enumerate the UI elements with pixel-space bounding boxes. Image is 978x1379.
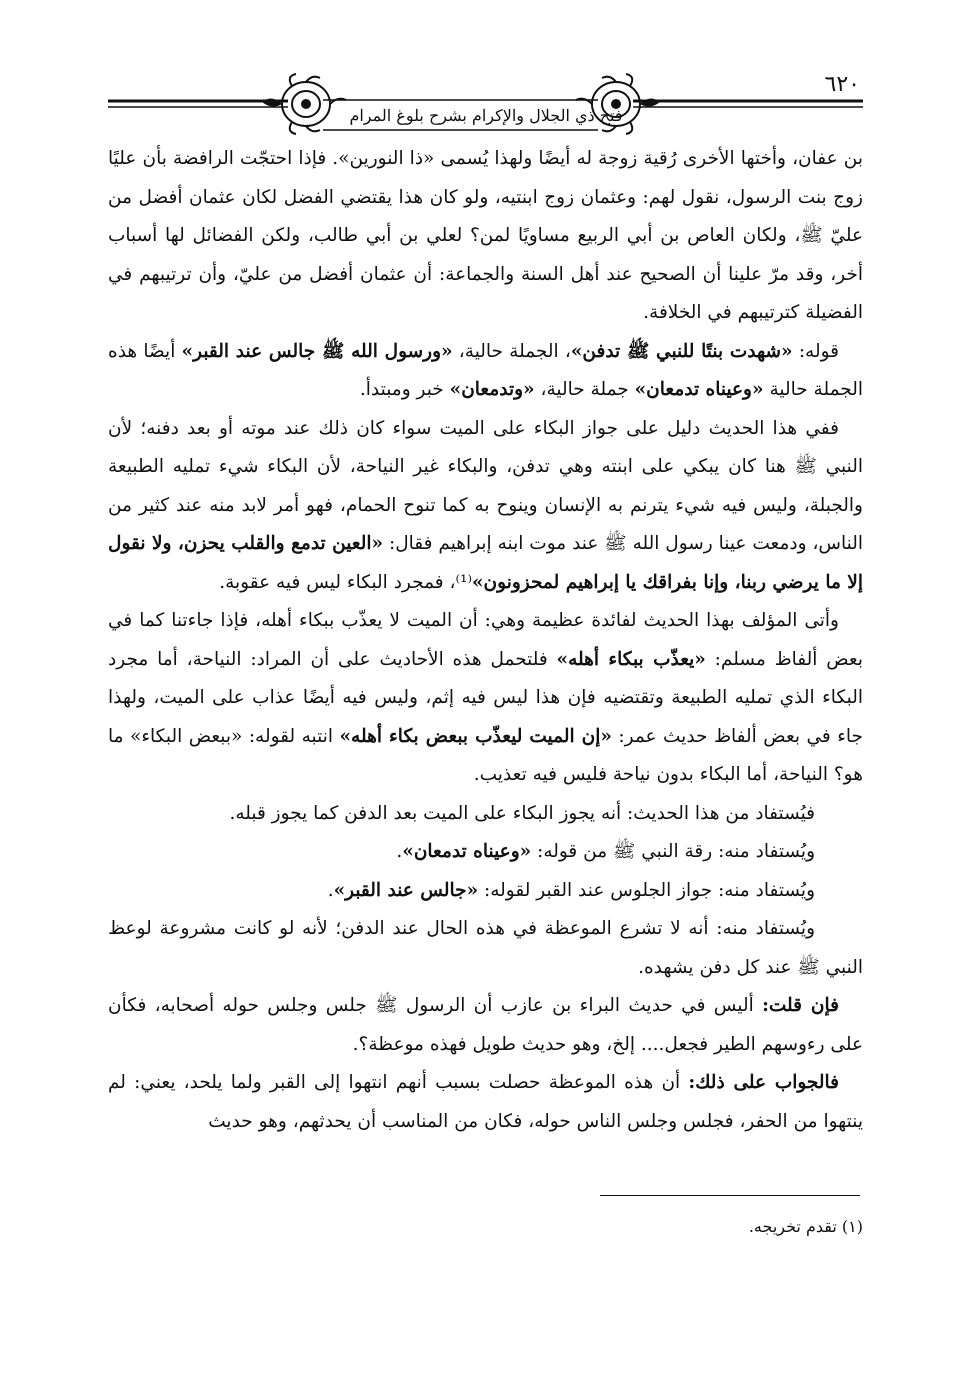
text-segment: ⁽¹⁾، فمجرد البكاء ليس فيه عقوبة. [219,571,472,593]
text-segment: أن هذه الموعظة حصلت بسبب أنهم انتهوا إلى القبر ولما يلحد، يعني: لم ينتهوا من الحفر، فجلس وجلس الناس حوله، فكان من المناسب أن يحدثهم، وهو حديث [108,1072,863,1132]
bold-text-segment: «وعيناه تدمعان» [402,841,532,862]
text-segment: فلتحمل هذه الأحاديث على أن المراد: النياحة، أما مجرد البكاء الذي تمليه الطبيعة وتقتضيه فإن هذا ليس فيه إثم، وليس فيه أيضًا عذاب على الميت، ولهذا جاء في بعض ألفاظ حديث عمر: [108,648,863,747]
text-segment: أليس في حديث البراء بن عازب أن الرسول ﷺ جلس وجلس حوله أصحابه، فكأن على رءوسهم الطير فجعل.... إلخ، وهو حديث طويل فهذه موعظة؟. [108,995,863,1055]
header-ornament [108,68,863,140]
bold-text-segment: «ورسول الله ﷺ جالس عند القبر» [181,340,453,362]
text-segment: ففي هذا الحديث دليل على جواز البكاء على الميت سواء كان ذلك عند موته أو بعد دفنه؛ لأن النبي ﷺ هنا كان يبكي على ابنته وهي تدفن، والبكاء غير النياحة، لأن البكاء شيء تمليه الطبيعة والجبلة، وليس فيه شيء يترنم به الإنسان وينوح به كما تنوح الحمام، فهو أمر لابد منه عند كثير من الناس، ودمعت عينا رسول الله ﷺ عند موت ابنه إبراهيم فقال: [108,417,864,554]
paragraph [108,140,863,333]
text-segment: قوله: [792,340,840,362]
bold-text-segment: «شهدت بنتًا للنبي ﷺ تدفن» [570,340,793,362]
footnote: (١) تقدم تخريجه. [748,1217,863,1236]
paragraph [108,872,863,911]
text-segment: ويُستفاد منه: جواز الجلوس عند القبر لقوله: [478,879,815,901]
bold-text-segment: فإن قلت: [762,995,839,1016]
text-segment: ، الجملة حالية، [452,340,571,362]
text-segment: انتبه لقوله: «ببعض البكاء» ما هو؟ النياحة، أما البكاء بدون نياحة فليس فيه تعذيب. [108,725,863,785]
paragraph [108,833,863,872]
book-title: فتح ذي الجلال والإكرام بشرح بلوغ المرام [349,106,623,125]
text-segment: خبر ومبتدأ. [359,379,450,400]
right-ornament-icon [576,74,660,134]
text-segment: أيضًا هذه الجملة حالية [108,340,863,400]
bold-text-segment: «العين تدمع والقلب يحزن، ولا نقول إلا ما يرضي ربنا، وإنا بفراقك يا إبراهيم لمحزونون» [108,533,863,593]
bold-text-segment: «وتدمعان» [449,379,535,400]
text-segment: بن عفان، وأختها الأخرى رُقية زوجة له أيضًا ولهذا يُسمى «ذا النورين». فإذا احتجّت الرافضة بأن عليًا زوج بنت الرسول، نقول لهم: وعثمان زوج ابنتيه، ولو كان هذا يقتضي الفضل لكان عثمان أفضل من عليّ ﷺ، ولكان العاص بن أبي الربيع مساويًا لمن؟ لعلي بن أبي طالب، ولكن الفضائل لها أسباب أخر، وقد مرّ علينا أن الصحيح عند أهل السنة والجماعة: أن عثمان أفضل من عليّ، وأن ترتيبهم في الفضيلة كترتيبهم في الخلافة. [108,148,863,323]
text-segment: جملة حالية، [534,379,635,400]
paragraph [108,910,863,987]
main-text [108,140,863,1141]
text-segment: ويُستفاد منه: رقة النبي ﷺ من قوله: [531,841,815,862]
bold-text-segment: «إن الميت ليعذّب ببعض بكاء أهله» [339,725,612,747]
bold-text-segment: «وعيناه تدمعان» [634,379,764,400]
bold-text-segment: «جالس عند القبر» [333,879,479,901]
footnote-divider [600,1195,860,1196]
left-ornament-icon [262,74,346,134]
paragraph [108,795,863,834]
bold-text-segment: فالجواب على ذلك: [688,1072,839,1093]
page-number: ٦٢٠ [824,72,860,97]
text-segment: . [396,841,403,862]
paragraph [108,410,863,603]
paragraph [108,333,863,410]
text-segment: ويُستفاد منه: أنه لا تشرع الموعظة في هذه الحال عند الدفن؛ لأنه لو كانت مشروعة لوعظ النبي ﷺ عند كل دفن يشهده. [108,918,863,978]
bold-text-segment: «يعذّب ببكاء أهله» [556,648,706,670]
paragraph [108,987,863,1064]
text-segment: فيُستفاد من هذا الحديث: أنه يجوز البكاء على الميت بعد الدفن كما يجوز قبله. [229,802,815,824]
text-segment: وأتى المؤلف بهذا الحديث لفائدة عظيمة وهي: أن الميت لا يعذّب ببكاء أهله، فإذا جاءتنا كما في بعض ألفاظ مسلم: [108,610,863,670]
paragraph [108,1064,863,1141]
paragraph [108,602,863,795]
page-header [108,68,863,140]
text-segment: . [327,879,334,901]
